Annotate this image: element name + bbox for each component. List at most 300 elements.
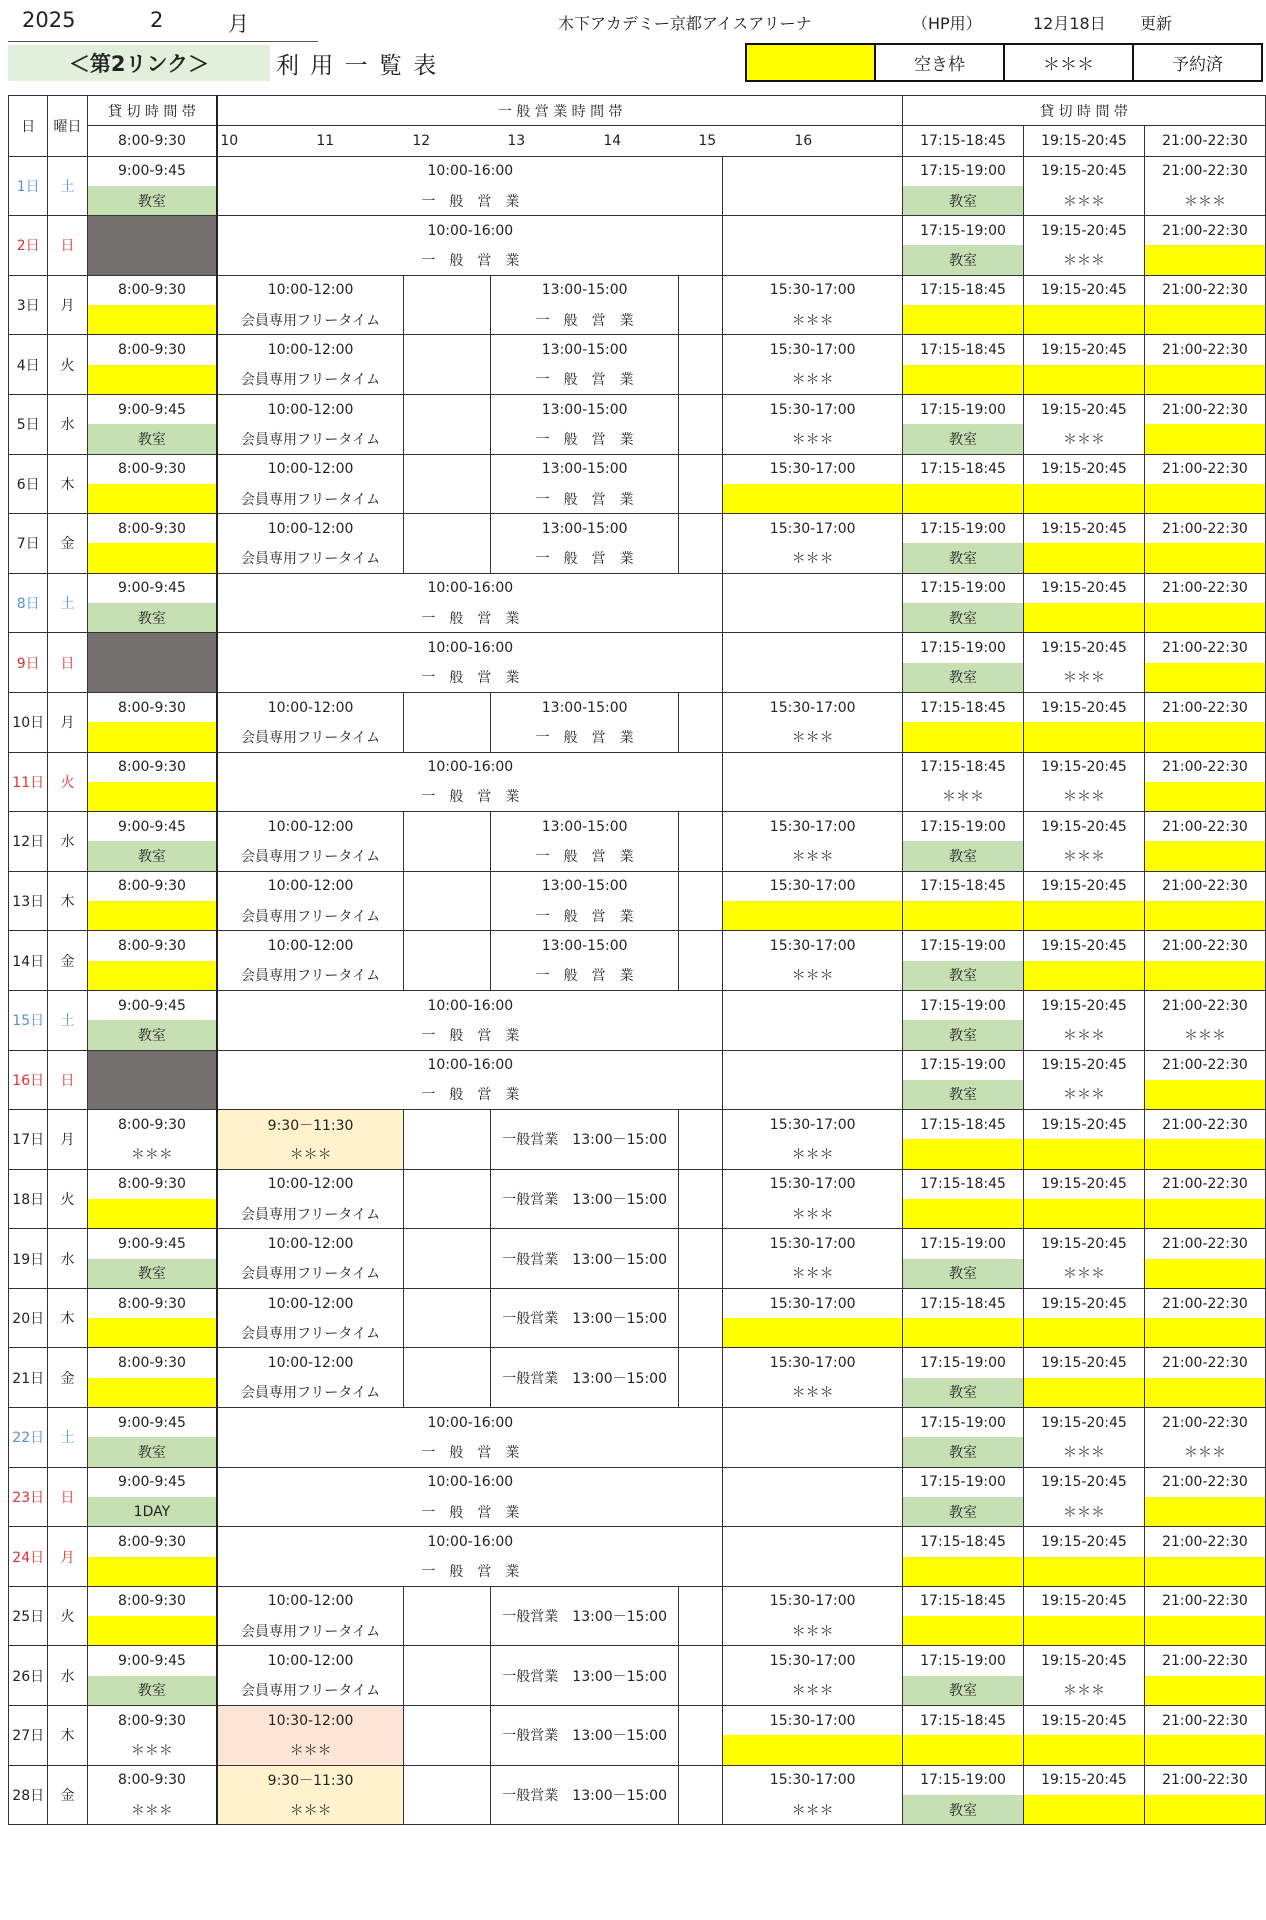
- table-row: [9, 812, 1266, 842]
- table-row: [9, 1229, 1266, 1259]
- morning-slot-time: 9:00-9:45: [87, 990, 217, 1020]
- evening-slot-status: 教室: [903, 1020, 1024, 1050]
- empty-slot: [723, 990, 903, 1050]
- evening-slot-status: [1024, 1735, 1145, 1765]
- evening-slot-time: 19:15-20:45: [1024, 394, 1145, 424]
- evening-slot-time: 17:15-19:00: [903, 1467, 1024, 1497]
- table-row: [9, 841, 1266, 871]
- month-unit: 月: [228, 12, 249, 36]
- member-label: 会員専用フリータイム: [217, 543, 403, 573]
- evening-slot-time: 19:15-20:45: [1024, 812, 1145, 842]
- evening-slot-time: 21:00-22:30: [1144, 752, 1265, 782]
- afternoon-slot-time: 15:30-17:00: [723, 1169, 903, 1199]
- empty-slot: [679, 454, 723, 514]
- afternoon-slot-status: ＊＊＊: [723, 1139, 903, 1169]
- schedule-table: [8, 95, 1266, 1825]
- evening-slot-status: [903, 901, 1024, 931]
- header-underline: [8, 41, 318, 42]
- evening-slot-status: [1144, 484, 1265, 514]
- weekday-cell: 金: [48, 931, 87, 991]
- morning-slot-time: 8:00-9:30: [87, 871, 217, 901]
- weekday-cell: 木: [48, 871, 87, 931]
- morning-slot-status: 教室: [87, 1259, 217, 1289]
- morning-slot-time: 8:00-9:30: [87, 1765, 217, 1795]
- late-morning-time: 10:00-12:00: [217, 1646, 403, 1676]
- afternoon-slot-status: ＊＊＊: [723, 1259, 903, 1289]
- evening-slot-status: [903, 305, 1024, 335]
- evening-slot-head: 17:15-18:45: [903, 126, 1024, 156]
- member-time: 10:00-12:00: [217, 514, 403, 544]
- empty-slot: [403, 692, 490, 752]
- evening-slot-status: [1144, 901, 1265, 931]
- evening-slot-status: [1144, 1497, 1265, 1527]
- morning-slot-status: ＊＊＊: [87, 1795, 217, 1825]
- afternoon-slot-status: ＊＊＊: [723, 543, 903, 573]
- legend-yellow-swatch: [747, 45, 874, 80]
- late-morning-status: 会員専用フリータイム: [217, 1378, 403, 1408]
- empty-slot: [679, 1169, 723, 1229]
- morning-slot-time: 8:00-9:30: [87, 692, 217, 722]
- empty-slot: [679, 275, 723, 335]
- evening-slot-status: ＊＊＊: [1144, 1020, 1265, 1050]
- empty-slot: [403, 1586, 490, 1646]
- header-row: [9, 96, 1266, 126]
- morning-slot-status: ＊＊＊: [87, 1735, 217, 1765]
- member-label: 会員専用フリータイム: [217, 722, 403, 752]
- month: 2: [150, 8, 164, 32]
- table-row: [9, 424, 1266, 454]
- evening-slot-status: [1144, 603, 1265, 633]
- evening-slot-time: 21:00-22:30: [1144, 1765, 1265, 1795]
- evening-slot-status: ＊＊＊: [903, 782, 1024, 812]
- day-cell: 27日: [9, 1706, 48, 1766]
- day-cell: 23日: [9, 1467, 48, 1527]
- table-row: [9, 752, 1266, 782]
- afternoon-slot-time: 15:30-17:00: [723, 1110, 903, 1140]
- evening-slot-time: 17:15-19:00: [903, 812, 1024, 842]
- evening-slot-time: 17:15-19:00: [903, 633, 1024, 663]
- noon-label: 一 般 営 業: [491, 901, 679, 931]
- day-cell: 18日: [9, 1169, 48, 1229]
- morning-slot-status: [87, 782, 217, 812]
- evening-slot-time: 17:15-18:45: [903, 752, 1024, 782]
- evening-slot-status: [903, 365, 1024, 395]
- empty-slot: [403, 1646, 490, 1706]
- evening-slot-time: 21:00-22:30: [1144, 1706, 1265, 1736]
- evening-slot-time: 19:15-20:45: [1024, 1348, 1145, 1378]
- noon-time: 13:00-15:00: [491, 335, 679, 365]
- empty-slot: [403, 454, 490, 514]
- evening-slot-time: 21:00-22:30: [1144, 1050, 1265, 1080]
- weekday-cell: 火: [48, 335, 87, 395]
- member-time: 10:00-12:00: [217, 454, 403, 484]
- evening-slot-status: ＊＊＊: [1024, 841, 1145, 871]
- hour-axis: [217, 126, 902, 156]
- evening-slot-status: [1144, 782, 1265, 812]
- morning-slot-status: [87, 1557, 217, 1587]
- empty-slot: [679, 1646, 723, 1706]
- table-row: [9, 1765, 1266, 1795]
- morning-slot-status: [87, 484, 217, 514]
- table-row: [9, 1557, 1266, 1587]
- noon-time: 13:00-15:00: [491, 692, 679, 722]
- evening-slot-time: 17:15-18:45: [903, 1169, 1024, 1199]
- noon-time: 13:00-15:00: [491, 931, 679, 961]
- col-weekday: 曜日: [48, 96, 87, 157]
- evening-slot-head: 21:00-22:30: [1144, 126, 1265, 156]
- afternoon-slot-status: ＊＊＊: [723, 1378, 903, 1408]
- empty-slot: [403, 1110, 490, 1170]
- table-row: [9, 1110, 1266, 1140]
- evening-slot-status: [1144, 1735, 1265, 1765]
- weekday-cell: 金: [48, 514, 87, 574]
- day-cell: 3日: [9, 275, 48, 335]
- evening-slot-time: 21:00-22:30: [1144, 871, 1265, 901]
- noon-general: 一般営業 13:00－15:00: [491, 1169, 679, 1229]
- day-cell: 8日: [9, 573, 48, 633]
- evening-slot-status: [1144, 1378, 1265, 1408]
- evening-slot-time: 17:15-18:45: [903, 1706, 1024, 1736]
- empty-slot: [403, 931, 490, 991]
- member-time: 10:00-12:00: [217, 812, 403, 842]
- table-row: [9, 394, 1266, 424]
- late-morning-status: 会員専用フリータイム: [217, 1199, 403, 1229]
- evening-slot-status: [1144, 663, 1265, 693]
- weekday-cell: 土: [48, 990, 87, 1050]
- general-label: 一 般 営 業: [217, 1020, 722, 1050]
- day-cell: 5日: [9, 394, 48, 454]
- evening-slot-time: 17:15-18:45: [903, 1110, 1024, 1140]
- day-cell: 2日: [9, 216, 48, 276]
- day-cell: 25日: [9, 1586, 48, 1646]
- empty-slot: [723, 1408, 903, 1468]
- afternoon-slot-status: ＊＊＊: [723, 841, 903, 871]
- morning-slot-time: 9:00-9:45: [87, 1467, 217, 1497]
- table-row: [9, 335, 1266, 365]
- evening-slot-time: 21:00-22:30: [1144, 1527, 1265, 1557]
- afternoon-slot-time: 15:30-17:00: [723, 275, 903, 305]
- evening-slot-status: [1144, 1557, 1265, 1587]
- morning-slot-time: 8:00-9:30: [87, 752, 217, 782]
- noon-general: 一般営業 13:00－15:00: [491, 1706, 679, 1766]
- empty-slot: [403, 275, 490, 335]
- evening-slot-time: 21:00-22:30: [1144, 1169, 1265, 1199]
- day-cell: 11日: [9, 752, 48, 812]
- noon-general: 一般営業 13:00－15:00: [491, 1110, 679, 1170]
- evening-slot-head: 19:15-20:45: [1024, 126, 1145, 156]
- evening-slot-status: [1024, 365, 1145, 395]
- evening-slot-status: [1144, 1318, 1265, 1348]
- evening-slot-time: 17:15-18:45: [903, 871, 1024, 901]
- day-cell: 15日: [9, 990, 48, 1050]
- noon-general: 一般営業 13:00－15:00: [491, 1229, 679, 1289]
- morning-slot-time: 8:00-9:30: [87, 1348, 217, 1378]
- day-cell: 7日: [9, 514, 48, 574]
- col-rent-evening: 貸 切 時 間 帯: [903, 96, 1266, 126]
- evening-slot-status: 教室: [903, 1259, 1024, 1289]
- weekday-cell: 土: [48, 156, 87, 216]
- evening-slot-time: 17:15-19:00: [903, 1408, 1024, 1438]
- morning-slot-status: 教室: [87, 1437, 217, 1467]
- empty-slot: [679, 335, 723, 395]
- empty-slot: [679, 1288, 723, 1348]
- morning-slot-time: 9:00-9:45: [87, 1408, 217, 1438]
- legend: [745, 43, 1263, 82]
- evening-slot-time: 21:00-22:30: [1144, 1110, 1265, 1140]
- evening-slot-time: 17:15-19:00: [903, 514, 1024, 544]
- evening-slot-status: ＊＊＊: [1024, 1020, 1145, 1050]
- table-row: [9, 603, 1266, 633]
- evening-slot-status: 教室: [903, 543, 1024, 573]
- weekday-cell: 月: [48, 692, 87, 752]
- morning-slot-status: [87, 722, 217, 752]
- evening-slot-status: [1144, 365, 1265, 395]
- evening-slot-time: 17:15-19:00: [903, 394, 1024, 424]
- general-time: 10:00-16:00: [217, 1050, 722, 1080]
- noon-label: 一 般 営 業: [491, 484, 679, 514]
- afternoon-slot-status: ＊＊＊: [723, 1616, 903, 1646]
- empty-slot: [679, 1765, 723, 1825]
- weekday-cell: 水: [48, 1229, 87, 1289]
- day-cell: 14日: [9, 931, 48, 991]
- col-general: 一 般 営 業 時 間 帯: [217, 96, 902, 126]
- evening-slot-time: 19:15-20:45: [1024, 454, 1145, 484]
- general-label: 一 般 営 業: [217, 245, 722, 275]
- evening-slot-time: 21:00-22:30: [1144, 454, 1265, 484]
- evening-slot-status: 教室: [903, 603, 1024, 633]
- evening-slot-time: 17:15-18:45: [903, 1288, 1024, 1318]
- evening-slot-time: 21:00-22:30: [1144, 1586, 1265, 1616]
- general-time: 10:00-16:00: [217, 1408, 722, 1438]
- morning-slot-time: 9:00-9:45: [87, 573, 217, 603]
- general-time: 10:00-16:00: [217, 990, 722, 1020]
- late-morning-time: 10:00-12:00: [217, 1288, 403, 1318]
- empty-slot: [723, 216, 903, 276]
- noon-general: 一般営業 13:00－15:00: [491, 1586, 679, 1646]
- evening-slot-time: 21:00-22:30: [1144, 1646, 1265, 1676]
- evening-slot-status: [1144, 1259, 1265, 1289]
- evening-slot-time: 17:15-18:45: [903, 1586, 1024, 1616]
- evening-slot-status: 教室: [903, 1795, 1024, 1825]
- table-row: [9, 573, 1266, 603]
- evening-slot-status: 教室: [903, 1378, 1024, 1408]
- morning-slot-status: [87, 961, 217, 991]
- evening-slot-status: [903, 1199, 1024, 1229]
- evening-slot-status: ＊＊＊: [1024, 186, 1145, 216]
- evening-slot-status: ＊＊＊: [1024, 663, 1145, 693]
- evening-slot-status: 教室: [903, 245, 1024, 275]
- hour-label: 16: [794, 133, 813, 150]
- day-cell: 28日: [9, 1765, 48, 1825]
- morning-slot-status: 教室: [87, 424, 217, 454]
- evening-slot-time: 21:00-22:30: [1144, 156, 1265, 186]
- evening-slot-status: [1024, 603, 1145, 633]
- evening-slot-time: 17:15-19:00: [903, 931, 1024, 961]
- hour-label: 11: [316, 133, 335, 150]
- header-row: [9, 126, 1266, 156]
- evening-slot-status: [903, 1616, 1024, 1646]
- table-row: [9, 1497, 1266, 1527]
- weekday-cell: 水: [48, 812, 87, 872]
- afternoon-slot-time: 15:30-17:00: [723, 931, 903, 961]
- evening-slot-time: 19:15-20:45: [1024, 1050, 1145, 1080]
- empty-slot: [679, 692, 723, 752]
- table-row: [9, 543, 1266, 573]
- evening-slot-time: 21:00-22:30: [1144, 990, 1265, 1020]
- general-label: 一 般 営 業: [217, 1497, 722, 1527]
- afternoon-slot-time: 15:30-17:00: [723, 1586, 903, 1616]
- morning-slot-status: [87, 1616, 217, 1646]
- evening-slot-status: [1024, 1616, 1145, 1646]
- evening-slot-status: [1144, 1676, 1265, 1706]
- evening-slot-status: [1024, 1557, 1145, 1587]
- table-row: [9, 1408, 1266, 1438]
- evening-slot-time: 21:00-22:30: [1144, 1408, 1265, 1438]
- afternoon-slot-status: ＊＊＊: [723, 305, 903, 335]
- evening-slot-status: [1144, 1199, 1265, 1229]
- evening-slot-status: 教室: [903, 1676, 1024, 1706]
- table-row: [9, 186, 1266, 216]
- empty-slot: [403, 514, 490, 574]
- empty-slot: [679, 1110, 723, 1170]
- empty-slot: [723, 1467, 903, 1527]
- evening-slot-time: 17:15-18:45: [903, 454, 1024, 484]
- list-title: 利 用 一 覧 表: [276, 53, 439, 79]
- member-label: 会員専用フリータイム: [217, 365, 403, 395]
- general-label: 一 般 営 業: [217, 1557, 722, 1587]
- weekday-cell: 月: [48, 1527, 87, 1587]
- evening-slot-time: 19:15-20:45: [1024, 1527, 1145, 1557]
- morning-slot-time: 8:00-9:30: [87, 1110, 217, 1140]
- day-cell: 1日: [9, 156, 48, 216]
- afternoon-slot-time: 15:30-17:00: [723, 1646, 903, 1676]
- evening-slot-time: 19:15-20:45: [1024, 1586, 1145, 1616]
- table-row: [9, 1348, 1266, 1378]
- evening-slot-status: ＊＊＊: [1024, 1676, 1145, 1706]
- table-row: [9, 454, 1266, 484]
- afternoon-slot-status: ＊＊＊: [723, 365, 903, 395]
- evening-slot-time: 19:15-20:45: [1024, 1765, 1145, 1795]
- evening-slot-status: [903, 1557, 1024, 1587]
- day-cell: 17日: [9, 1110, 48, 1170]
- table-row: [9, 871, 1266, 901]
- day-cell: 24日: [9, 1527, 48, 1587]
- weekday-cell: 火: [48, 752, 87, 812]
- evening-slot-time: 17:15-19:00: [903, 1646, 1024, 1676]
- evening-slot-time: 21:00-22:30: [1144, 692, 1265, 722]
- closed-slot: [87, 1050, 217, 1110]
- member-time: 10:00-12:00: [217, 275, 403, 305]
- empty-slot: [403, 871, 490, 931]
- late-morning-status: ＊＊＊: [217, 1139, 403, 1169]
- weekday-cell: 日: [48, 216, 87, 276]
- empty-slot: [403, 1229, 490, 1289]
- morning-slot-status: 教室: [87, 603, 217, 633]
- evening-slot-time: 17:15-18:45: [903, 275, 1024, 305]
- table-row: [9, 484, 1266, 514]
- empty-slot: [403, 1169, 490, 1229]
- day-cell: 22日: [9, 1408, 48, 1468]
- morning-slot-time: 9:00-9:45: [87, 812, 217, 842]
- evening-slot-status: 教室: [903, 186, 1024, 216]
- evening-slot-status: 教室: [903, 424, 1024, 454]
- general-label: 一 般 営 業: [217, 1080, 722, 1110]
- weekday-cell: 水: [48, 1646, 87, 1706]
- evening-slot-time: 19:15-20:45: [1024, 633, 1145, 663]
- table-row: [9, 1646, 1266, 1676]
- afternoon-slot-time: 15:30-17:00: [723, 1348, 903, 1378]
- noon-time: 13:00-15:00: [491, 812, 679, 842]
- member-time: 10:00-12:00: [217, 394, 403, 424]
- afternoon-slot-time: 15:30-17:00: [723, 1765, 903, 1795]
- noon-time: 13:00-15:00: [491, 871, 679, 901]
- morning-slot-time: 8:00-9:30: [87, 454, 217, 484]
- table-row: [9, 1586, 1266, 1616]
- member-label: 会員専用フリータイム: [217, 901, 403, 931]
- morning-slot-time: 8:00-9:30: [87, 1706, 217, 1736]
- noon-label: 一 般 営 業: [491, 305, 679, 335]
- empty-slot: [679, 812, 723, 872]
- evening-slot-status: [1144, 1795, 1265, 1825]
- evening-slot-status: [903, 1318, 1024, 1348]
- evening-slot-time: 19:15-20:45: [1024, 156, 1145, 186]
- hour-label: 10: [220, 133, 239, 150]
- morning-slot-head: 8:00-9:30: [87, 126, 217, 156]
- evening-slot-time: 21:00-22:30: [1144, 514, 1265, 544]
- evening-slot-time: 19:15-20:45: [1024, 1169, 1145, 1199]
- day-cell: 19日: [9, 1229, 48, 1289]
- evening-slot-status: 教室: [903, 841, 1024, 871]
- late-morning-time: 10:30-12:00: [217, 1706, 403, 1736]
- member-label: 会員専用フリータイム: [217, 961, 403, 991]
- morning-slot-time: 8:00-9:30: [87, 1288, 217, 1318]
- empty-slot: [723, 633, 903, 693]
- morning-slot-status: 教室: [87, 186, 217, 216]
- morning-slot-time: 8:00-9:30: [87, 514, 217, 544]
- evening-slot-status: [1144, 543, 1265, 573]
- evening-slot-time: 19:15-20:45: [1024, 216, 1145, 246]
- weekday-cell: 水: [48, 394, 87, 454]
- legend-booked: 予約済: [1132, 45, 1261, 80]
- empty-slot: [679, 1348, 723, 1408]
- empty-slot: [679, 931, 723, 991]
- empty-slot: [403, 394, 490, 454]
- empty-slot: [403, 1288, 490, 1348]
- evening-slot-time: 21:00-22:30: [1144, 1348, 1265, 1378]
- evening-slot-time: 19:15-20:45: [1024, 275, 1145, 305]
- weekday-cell: 火: [48, 1169, 87, 1229]
- noon-general: 一般営業 13:00－15:00: [491, 1646, 679, 1706]
- general-time: 10:00-16:00: [217, 633, 722, 663]
- weekday-cell: 火: [48, 1586, 87, 1646]
- morning-slot-status: 1DAY: [87, 1497, 217, 1527]
- evening-slot-time: 19:15-20:45: [1024, 335, 1145, 365]
- noon-time: 13:00-15:00: [491, 275, 679, 305]
- evening-slot-time: 19:15-20:45: [1024, 1110, 1145, 1140]
- morning-slot-status: [87, 1199, 217, 1229]
- update-date: 12月18日: [1033, 14, 1106, 33]
- afternoon-slot-time: 15:30-17:00: [723, 812, 903, 842]
- closed-slot: [87, 633, 217, 693]
- morning-slot-status: [87, 901, 217, 931]
- day-cell: 13日: [9, 871, 48, 931]
- morning-slot-time: 8:00-9:30: [87, 1586, 217, 1616]
- late-morning-status: 会員専用フリータイム: [217, 1259, 403, 1289]
- table-row: [9, 1050, 1266, 1080]
- late-morning-status: 会員専用フリータイム: [217, 1616, 403, 1646]
- general-time: 10:00-16:00: [217, 1467, 722, 1497]
- weekday-cell: 日: [48, 1467, 87, 1527]
